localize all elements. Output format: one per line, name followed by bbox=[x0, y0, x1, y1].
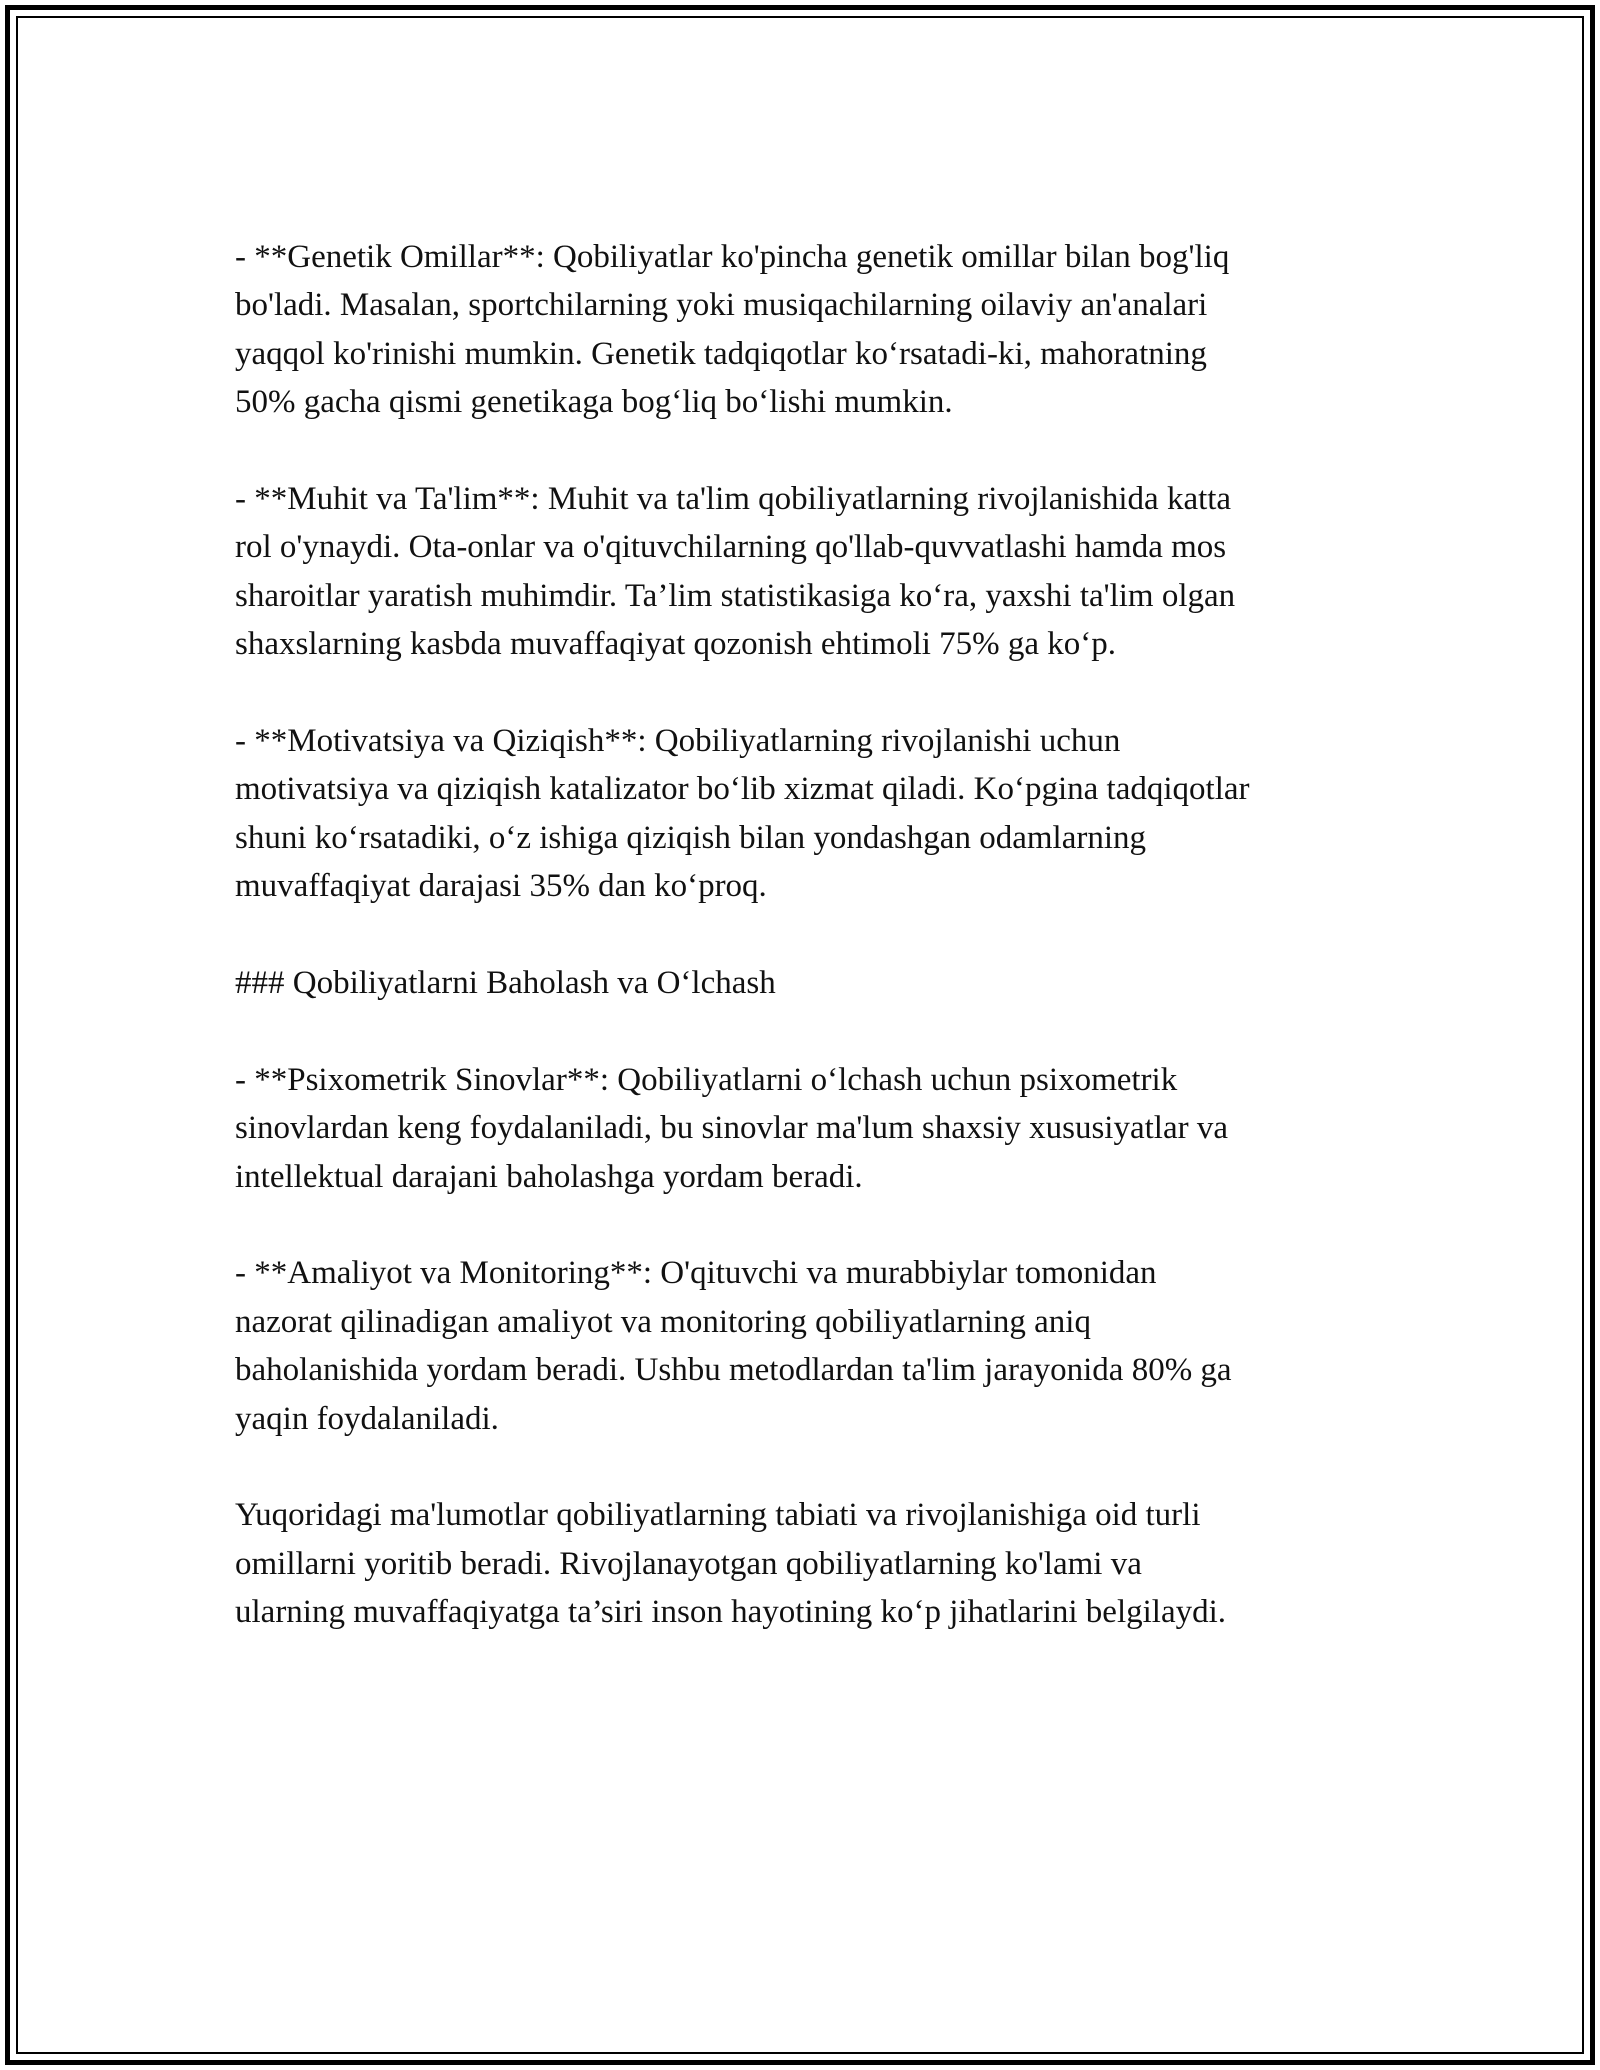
document-body bbox=[235, 233, 1385, 1637]
paragraph-motivatsiya-va-qiziqish: - **Motivatsiya va Qiziqish**: Qobiliyatlarning rivojlanishi uchun motivatsiya va qiziqish katalizator bo‘lib xizmat qiladi. Ko‘pgina tadqiqotlar shuni ko‘rsatadiki, o‘z ishiga qiziqish bilan yondashgan odamlarning muvaffaqiyat darajasi 35% dan ko‘proq. bbox=[235, 723, 1250, 905]
paragraph-conclusion: Yuqoridagi ma'lumotlar qobiliyatlarning tabiati va rivojlanishiga oid turli omillarni yoritib beradi. Rivojlanayotgan qobiliyatlarning ko'lami va ularning muvaffaqiyatga ta’siri inson hayotining ko‘p jihatlarini belgilaydi. bbox=[235, 1497, 1227, 1631]
paragraph-muhit-va-talim: - **Muhit va Ta'lim**: Muhit va ta'lim qobiliyatlarning rivojlanishida katta rol o'ynaydi. Ota-onlar va o'qituvchilarning qo'llab-quvvatlashi hamda mos sharoitlar yaratish muhimdir. Ta’lim statistikasiga ko‘ra, yaxshi ta'lim olgan shaxslarning kasbda muvaffaqiyat qozonish ehtimoli 75% ga ko‘p. bbox=[235, 481, 1236, 663]
paragraph-amaliyot-va-monitoring: - **Amaliyot va Monitoring**: O'qituvchi va murabbiylar tomonidan nazorat qilinadigan amaliyot va monitoring qobiliyatlarning aniq baholanishida yordam beradi. Ushbu metodlardan ta'lim jarayonida 80% ga yaqin foydalaniladi. bbox=[235, 1255, 1232, 1437]
paragraph-psixometrik-sinovlar: - **Psixometrik Sinovlar**: Qobiliyatlarni o‘lchash uchun psixometrik sinovlardan keng foydalaniladi, bu sinovlar ma'lum shaxsiy xususiyatlar va intellektual darajani baholashga yordam beradi. bbox=[235, 1061, 1228, 1195]
paragraph-genetik-omillar: - **Genetik Omillar**: Qobiliyatlar ko'pincha genetik omillar bilan bog'liq bo'ladi. Masalan, sportchilarning yoki musiqachilarning oilaviy an'analari yaqqol ko'rinishi mumkin. Genetik tadqiqotlar ko‘rsatadi-ki, mahoratning 50% gacha qismi genetikaga bog‘liq bo‘lishi mumkin. bbox=[235, 239, 1230, 421]
section-heading: ### Qobiliyatlarni Baholash va O‘lchash bbox=[235, 965, 776, 1002]
